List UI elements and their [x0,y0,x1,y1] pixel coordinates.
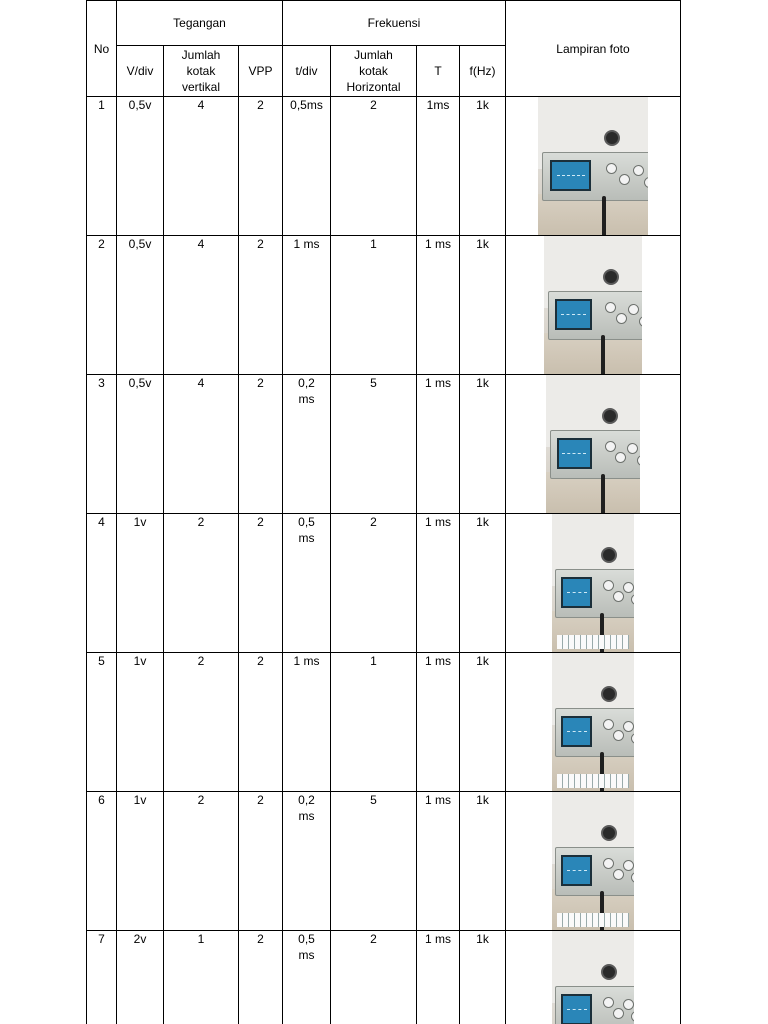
oscilloscope-photo [538,97,648,235]
cell-fhz: 1k [460,931,506,1024]
cell-vpp: 2 [239,931,283,1024]
cell-jumlah-kotak-vertikal: 4 [164,375,239,514]
cell-jumlah-kotak-vertikal: 1 [164,931,239,1024]
cell-fhz: 1k [460,375,506,514]
cell-no: 7 [87,931,117,1024]
cell-tdiv: 0,5ms [283,97,331,236]
oscilloscope-photo [552,931,634,1024]
cell-t: 1 ms [417,931,460,1024]
cell-t: 1 ms [417,514,460,653]
header-lampiran-foto: Lampiran foto [506,1,681,97]
table-row [87,97,681,236]
header-vpp: VPP [239,46,283,97]
oscilloscope-measurement-table [86,0,681,1024]
cell-tdiv: 0,5 ms [283,514,331,653]
cell-fhz: 1k [460,514,506,653]
table-row [87,236,681,375]
cell-tdiv: 1 ms [283,236,331,375]
cell-jumlah-kotak-vertikal: 2 [164,514,239,653]
cell-vdiv: 0,5v [117,236,164,375]
cell-jumlah-kotak-horizontal: 1 [331,236,417,375]
table-body [87,97,681,1024]
cell-no: 6 [87,792,117,931]
header-frekuensi: Frekuensi [283,1,506,46]
cell-jumlah-kotak-horizontal: 2 [331,97,417,236]
cell-no: 5 [87,653,117,792]
cell-tdiv: 1 ms [283,653,331,792]
cell-lampiran-foto [506,653,681,792]
table-row [87,653,681,792]
cell-lampiran-foto [506,792,681,931]
cell-t: 1 ms [417,236,460,375]
cell-jumlah-kotak-horizontal: 2 [331,931,417,1024]
cell-vdiv: 1v [117,653,164,792]
header-vdiv: V/div [117,46,164,97]
cell-jumlah-kotak-vertikal: 2 [164,792,239,931]
cell-jumlah-kotak-vertikal: 4 [164,97,239,236]
cell-vpp: 2 [239,97,283,236]
cell-tdiv: 0,2 ms [283,792,331,931]
cell-t: 1 ms [417,375,460,514]
cell-vdiv: 0,5v [117,375,164,514]
cell-jumlah-kotak-horizontal: 5 [331,375,417,514]
table-row [87,514,681,653]
cell-jumlah-kotak-horizontal: 5 [331,792,417,931]
cell-fhz: 1k [460,792,506,931]
cell-jumlah-kotak-horizontal: 2 [331,514,417,653]
cell-lampiran-foto [506,931,681,1024]
cell-lampiran-foto [506,375,681,514]
header-jumlah-kotak-vertikal: Jumlah kotak vertikal [164,46,239,97]
header-jumlah-kotak-horizontal: Jumlah kotak Horizontal [331,46,417,97]
header-no: No [87,1,117,97]
table-row [87,931,681,1024]
cell-vpp: 2 [239,514,283,653]
cell-vpp: 2 [239,236,283,375]
cell-jumlah-kotak-horizontal: 1 [331,653,417,792]
cell-vdiv: 1v [117,792,164,931]
table-row [87,792,681,931]
cell-lampiran-foto [506,236,681,375]
header-fhz: f(Hz) [460,46,506,97]
cell-vdiv: 1v [117,514,164,653]
cell-fhz: 1k [460,236,506,375]
oscilloscope-photo [546,375,640,513]
cell-jumlah-kotak-vertikal: 4 [164,236,239,375]
cell-tdiv: 0,2 ms [283,375,331,514]
cell-no: 3 [87,375,117,514]
cell-lampiran-foto [506,514,681,653]
cell-t: 1ms [417,97,460,236]
cell-no: 2 [87,236,117,375]
oscilloscope-photo [552,514,634,652]
header-tegangan: Tegangan [117,1,283,46]
cell-vpp: 2 [239,375,283,514]
cell-fhz: 1k [460,97,506,236]
cell-t: 1 ms [417,653,460,792]
cell-t: 1 ms [417,792,460,931]
cell-vdiv: 0,5v [117,97,164,236]
cell-vpp: 2 [239,653,283,792]
cell-vdiv: 2v [117,931,164,1024]
oscilloscope-photo [552,653,634,791]
cell-jumlah-kotak-vertikal: 2 [164,653,239,792]
cell-vpp: 2 [239,792,283,931]
oscilloscope-photo [552,792,634,930]
oscilloscope-photo [544,236,642,374]
header-tdiv: t/div [283,46,331,97]
cell-fhz: 1k [460,653,506,792]
cell-no: 1 [87,97,117,236]
cell-tdiv: 0,5 ms [283,931,331,1024]
cell-no: 4 [87,514,117,653]
header-t: T [417,46,460,97]
table-row [87,375,681,514]
cell-lampiran-foto [506,97,681,236]
